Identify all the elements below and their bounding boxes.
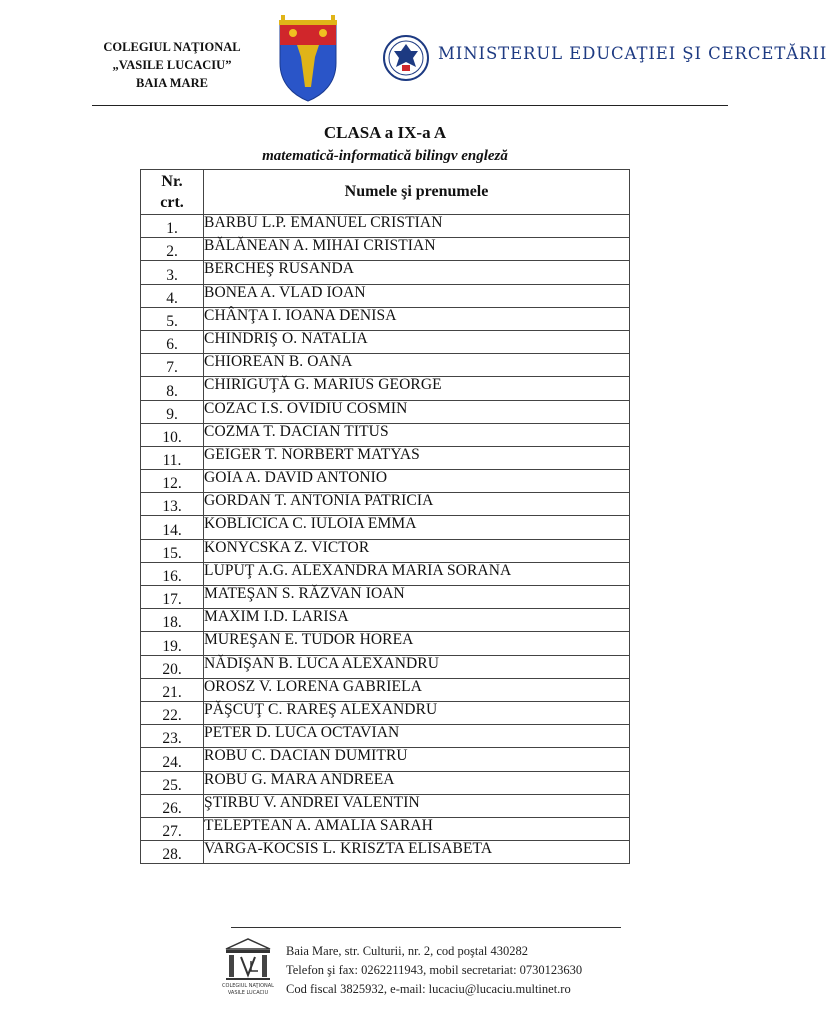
row-number: 19. bbox=[141, 632, 204, 655]
school-name-line1: COLEGIUL NAŢIONAL bbox=[103, 40, 241, 54]
ministry-name: MINISTERUL EDUCAŢIEI ŞI CERCETĂRII bbox=[438, 44, 827, 63]
table-row bbox=[141, 562, 630, 585]
student-name: KONYCSKA Z. VICTOR bbox=[204, 539, 630, 562]
student-name: CHINDRIŞ O. NATALIA bbox=[204, 330, 630, 353]
table-row bbox=[141, 238, 630, 261]
school-name-line3: BAIA MARE bbox=[136, 76, 208, 90]
table-row bbox=[141, 261, 630, 284]
student-name: PĂŞCUŢ C. RAREŞ ALEXANDRU bbox=[204, 701, 630, 724]
row-number: 20. bbox=[141, 655, 204, 678]
table-row bbox=[141, 284, 630, 307]
table-row bbox=[141, 215, 630, 238]
student-name: BĂLĂNEAN A. MIHAI CRISTIAN bbox=[204, 238, 630, 261]
table-row bbox=[141, 446, 630, 469]
student-name: MUREŞAN E. TUDOR HOREA bbox=[204, 632, 630, 655]
student-name: TELEPTEAN A. AMALIA SARAH bbox=[204, 817, 630, 840]
row-number: 22. bbox=[141, 701, 204, 724]
row-number: 4. bbox=[141, 284, 204, 307]
table-row bbox=[141, 470, 630, 493]
student-name: BERCHEŞ RUSANDA bbox=[204, 261, 630, 284]
row-number: 14. bbox=[141, 516, 204, 539]
table-row bbox=[141, 725, 630, 748]
student-name: COZMA T. DACIAN TITUS bbox=[204, 423, 630, 446]
student-name: BARBU L.P. EMANUEL CRISTIAN bbox=[204, 215, 630, 238]
student-name: GOIA A. DAVID ANTONIO bbox=[204, 470, 630, 493]
row-number: 21. bbox=[141, 678, 204, 701]
table-row bbox=[141, 609, 630, 632]
column-header-nr-line2: crt. bbox=[160, 194, 184, 211]
row-number: 9. bbox=[141, 400, 204, 423]
table-row bbox=[141, 771, 630, 794]
column-header-nr bbox=[141, 170, 204, 215]
table-row bbox=[141, 377, 630, 400]
row-number: 1. bbox=[141, 215, 204, 238]
column-header-name: Numele şi prenumele bbox=[204, 170, 630, 215]
class-profile: matematică-informatică bilingv engleză bbox=[262, 148, 508, 164]
row-number: 5. bbox=[141, 307, 204, 330]
row-number: 13. bbox=[141, 493, 204, 516]
row-number: 28. bbox=[141, 841, 204, 864]
student-name: KOBLICICA C. IULOIA EMMA bbox=[204, 516, 630, 539]
row-number: 25. bbox=[141, 771, 204, 794]
school-name-line2: „VASILE LUCACIU” bbox=[112, 58, 232, 72]
student-name: MATEŞAN S. RĂZVAN IOAN bbox=[204, 586, 630, 609]
table-row bbox=[141, 701, 630, 724]
student-name: CHÂNŢA I. IOANA DENISA bbox=[204, 307, 630, 330]
student-name: VARGA-KOCSIS L. KRISZTA ELISABETA bbox=[204, 841, 630, 864]
school-logo-caption-2: VASILE LUCACIU bbox=[227, 990, 269, 996]
student-name: NĂDIŞAN B. LUCA ALEXANDRU bbox=[204, 655, 630, 678]
table-row bbox=[141, 539, 630, 562]
table-row bbox=[141, 632, 630, 655]
footer-address: Baia Mare, str. Culturii, nr. 2, cod poştal 430282 bbox=[286, 944, 528, 958]
table-row bbox=[141, 516, 630, 539]
ministry-seal-icon bbox=[383, 35, 429, 81]
footer-divider bbox=[231, 927, 621, 928]
row-number: 3. bbox=[141, 261, 204, 284]
table-row bbox=[141, 586, 630, 609]
student-name: ROBU C. DACIAN DUMITRU bbox=[204, 748, 630, 771]
table-row bbox=[141, 794, 630, 817]
student-name: PETER D. LUCA OCTAVIAN bbox=[204, 725, 630, 748]
table-row bbox=[141, 655, 630, 678]
student-name: ŞTIRBU V. ANDREI VALENTIN bbox=[204, 794, 630, 817]
table-row bbox=[141, 354, 630, 377]
table-row bbox=[141, 493, 630, 516]
row-number: 6. bbox=[141, 330, 204, 353]
footer-fiscal: Cod fiscal 3825932, e-mail: lucaciu@lucaciu.multinet.ro bbox=[286, 982, 571, 996]
student-name: MAXIM I.D. LARISA bbox=[204, 609, 630, 632]
row-number: 10. bbox=[141, 423, 204, 446]
class-title: CLASA a IX-a A bbox=[323, 123, 447, 142]
student-name: CHIRIGUŢĂ G. MARIUS GEORGE bbox=[204, 377, 630, 400]
table-row bbox=[141, 423, 630, 446]
row-number: 15. bbox=[141, 539, 204, 562]
roster-body bbox=[141, 215, 630, 864]
footer-contact bbox=[286, 942, 582, 999]
student-name: CHIOREAN B. OANA bbox=[204, 354, 630, 377]
row-number: 16. bbox=[141, 562, 204, 585]
row-number: 2. bbox=[141, 238, 204, 261]
row-number: 18. bbox=[141, 609, 204, 632]
table-header-row bbox=[141, 170, 630, 215]
row-number: 27. bbox=[141, 817, 204, 840]
row-number: 26. bbox=[141, 794, 204, 817]
footer-phone: Telefon şi fax: 0262211943, mobil secretariat: 0730123630 bbox=[286, 963, 583, 977]
row-number: 24. bbox=[141, 748, 204, 771]
student-name: ROBU G. MARA ANDREEA bbox=[204, 771, 630, 794]
column-header-nr-line1: Nr. bbox=[161, 173, 183, 190]
school-logo-caption-1: COLEGIUL NAŢIONAL bbox=[222, 983, 274, 989]
row-number: 17. bbox=[141, 586, 204, 609]
table-row bbox=[141, 841, 630, 864]
row-number: 23. bbox=[141, 725, 204, 748]
table-row bbox=[141, 330, 630, 353]
student-name: GEIGER T. NORBERT MATYAS bbox=[204, 446, 630, 469]
row-number: 8. bbox=[141, 377, 204, 400]
student-name: OROSZ V. LORENA GABRIELA bbox=[204, 678, 630, 701]
school-name bbox=[82, 38, 262, 92]
county-crest-icon bbox=[271, 15, 345, 105]
table-row bbox=[141, 307, 630, 330]
student-name: COZAC I.S. OVIDIU COSMIN bbox=[204, 400, 630, 423]
header-divider bbox=[92, 105, 728, 106]
row-number: 11. bbox=[141, 446, 204, 469]
table-row bbox=[141, 400, 630, 423]
row-number: 12. bbox=[141, 470, 204, 493]
row-number: 7. bbox=[141, 354, 204, 377]
student-name: GORDAN T. ANTONIA PATRICIA bbox=[204, 493, 630, 516]
table-row bbox=[141, 678, 630, 701]
student-roster-table bbox=[140, 169, 630, 864]
table-row bbox=[141, 748, 630, 771]
table-row bbox=[141, 817, 630, 840]
student-name: BONEA A. VLAD IOAN bbox=[204, 284, 630, 307]
school-logo-icon bbox=[220, 937, 276, 997]
student-name: LUPUŢ A.G. ALEXANDRA MARIA SORANA bbox=[204, 562, 630, 585]
